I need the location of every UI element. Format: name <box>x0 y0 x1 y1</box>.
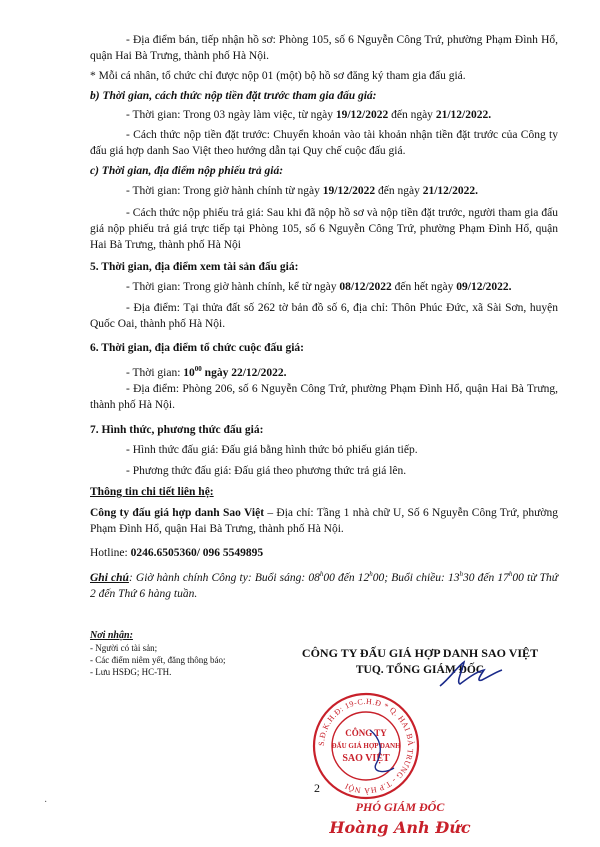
s6-place: - Địa điểm: Phòng 206, số 6 Nguyễn Công Trứ, phường Phạm Đình Hổ, quận Hai Bà Trưng, thành phố Hà Nội. <box>90 383 558 411</box>
recipient-item: - Các điểm niêm yết, đăng thông báo; <box>90 655 226 665</box>
seal-line2: ĐẤU GIÁ HỢP DANH <box>331 742 401 750</box>
recipients <box>90 630 225 678</box>
heading-6: 6. Thời gian, địa điểm tổ chức cuộc đấu giá: <box>90 342 305 354</box>
s5-place: - Địa điểm: Tại thửa đất số 262 tờ bản đồ số 6, địa chỉ: Thôn Phúc Đức, xã Sài Sơn, huyện Quốc Oai, thành phố Hà Nội. <box>90 302 558 330</box>
s6-time: - Thời gian: $10^{00}$ ngày 22/12/2022. <box>126 365 287 379</box>
s7-method: - Phương thức đấu giá: Đấu giá theo phương thức trả giá lên. <box>126 465 407 477</box>
note-one-dossier: * Mỗi cá nhân, tổ chức chỉ được nộp 01 (một) bộ hồ sơ đăng ký tham gia đấu giá. <box>90 70 466 82</box>
page-number: 2 <box>314 781 320 795</box>
recipients-heading: Nơi nhận: <box>90 630 133 641</box>
signer-name: Hoàng Anh Đức <box>329 818 471 837</box>
signature-company: CÔNG TY ĐẤU GIÁ HỢP DANH SAO VIỆT <box>301 646 539 660</box>
contact-heading: Thông tin chi tiết liên hệ: <box>90 486 214 498</box>
hotline: Hotline: 0246.6505360/ 096 5549895 <box>90 547 264 559</box>
seal-ring-text: S.Đ.K.H.Đ: 19-C.H.Đ * Q. HAI BÀ TRƯNG - T.P HÀ NỘI <box>316 696 416 796</box>
company-seal <box>310 690 422 802</box>
recipient-item: - Lưu HSĐG; HC-TH. <box>90 667 172 677</box>
b-method: - Cách thức nộp tiền đặt trước: Chuyển khoản vào tài khoản nhận tiền đặt trước của Công ty đấu giá hợp danh Sao Việt theo hướng dẫn tại Quy chế cuộc đấu giá. <box>90 129 558 157</box>
heading-c: c) Thời gian, địa điểm nộp phiếu trả giá: <box>90 165 284 177</box>
sale-location: - Địa điểm bán, tiếp nhận hồ sơ: Phòng 105, số 6 Nguyễn Công Trứ, phường Phạm Đình Hổ, quận Hai Bà Trưng, thành phố Hà Nội. <box>90 34 558 62</box>
seal-line1: CÔNG TY <box>345 728 387 738</box>
signer-title: PHÓ GIÁM ĐỐC <box>355 800 445 814</box>
heading-b: b) Thời gian, cách thức nộp tiền đặt trước tham gia đấu giá: <box>90 90 377 102</box>
c-time: - Thời gian: Trong giờ hành chính từ ngày 19/12/2022 đến ngày 21/12/2022. <box>126 185 478 197</box>
c-method: - Cách thức nộp phiếu trả giá: Sau khi đã nộp hồ sơ và nộp tiền đặt trước, người tham gia đấu giá nộp phiếu trả giá trực tiếp tại Phòng 105, số 6 Nguyễn Công Trứ, phường Phạm Đình Hổ, quận Hai Bà Trưng, thành phố Hà Nội <box>90 207 558 251</box>
office-hours-note: Ghi chú: Giờ hành chính Công ty: Buổi sáng: 08$^h$00 đến 12$^h$00; Buổi chiều: 13$^h$30 đến 17$^h$00 từ Thứ 2 đến Thứ 6 hàng tuần. <box>90 570 559 600</box>
seal-line3: SAO VIỆT <box>342 753 390 764</box>
heading-5: 5. Thời gian, địa điểm xem tài sản đấu giá: <box>90 261 299 273</box>
margin-mark: · <box>44 797 48 808</box>
handwritten-signature <box>436 658 506 692</box>
s7-form: - Hình thức đấu giá: Đấu giá bằng hình thức bỏ phiếu gián tiếp. <box>126 444 418 456</box>
b-time: - Thời gian: Trong 03 ngày làm việc, từ ngày 19/12/2022 đến ngày 21/12/2022. <box>126 109 492 121</box>
heading-7: 7. Hình thức, phương thức đấu giá: <box>90 424 264 436</box>
signature-role: TUQ. TỔNG GIÁM ĐỐC <box>355 664 485 676</box>
contact-info: Công ty đấu giá hợp danh Sao Việt – Địa chỉ: Tầng 1 nhà chữ U, Số 6 Nguyễn Công Trứ, phường Phạm Đình Hổ, quận Hai Bà Trưng, thành phố Hà Nội. <box>90 507 558 535</box>
recipient-item: - Người có tài sản; <box>90 643 158 653</box>
s5-time: - Thời gian: Trong giờ hành chính, kể từ ngày 08/12/2022 đến hết ngày 09/12/2022. <box>126 281 512 293</box>
